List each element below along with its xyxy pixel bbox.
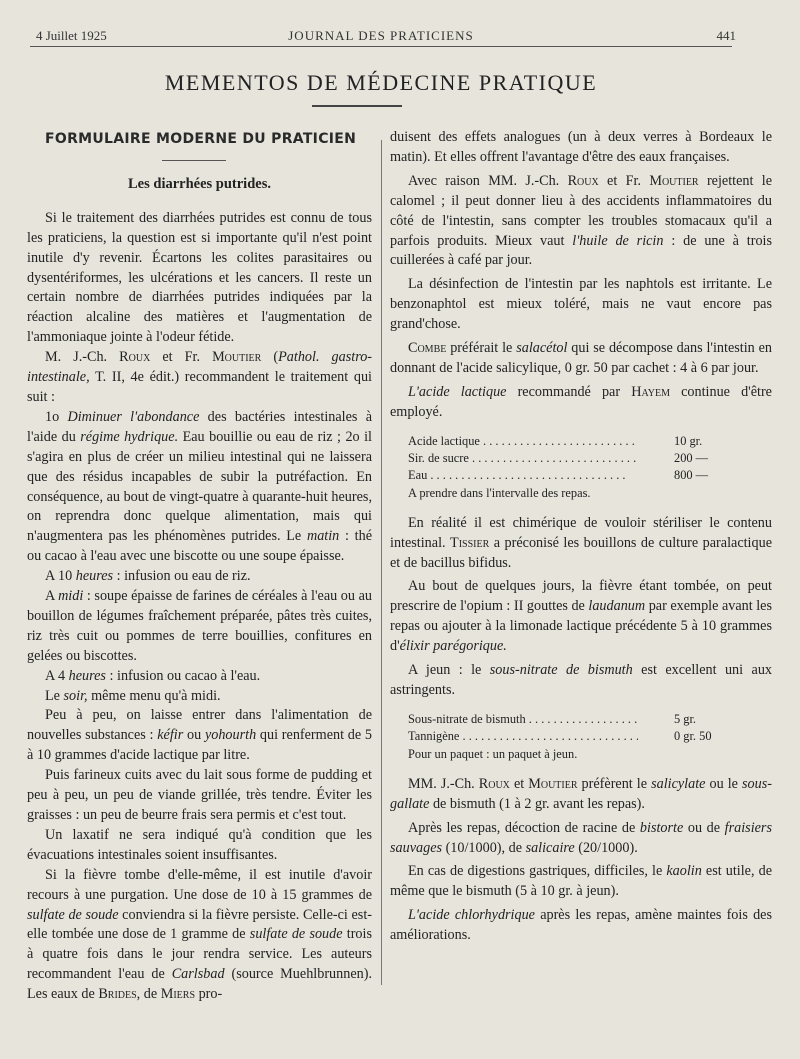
paragraph: Un laxatif ne sera indiqué qu'à condition que les évacuations intestinales soient insuffisantes. (27, 826, 372, 863)
formula-row: Eau . . . 800 — (408, 467, 772, 484)
paragraph: En cas de digestions gastriques, difficiles, le kaolin est utile, de même que le bismuth (5 à 10 gr. à jeun). (390, 863, 772, 900)
paragraph: MM. J.-Ch. Roux et Moutier préfèrent le salicylate ou le sous-gallate de bismuth (1 à 2 gr. avant les repas). (390, 775, 772, 812)
paragraph: A jeun : le sous-nitrate de bismuth est excellent uni aux astringents. (390, 662, 773, 698)
paragraph: L'acide lactique recommandé par Hayem continue d'être employé. (390, 383, 772, 420)
paragraph: M. J.-Ch. Roux et Fr. Moutier (Pathol. gastro-intestinale, T. II, 4e édit.) recommandent le traitement qui suit : (27, 349, 373, 405)
title-rule (312, 105, 402, 107)
paragraph: Combe préférait le salacétol qui se décompose dans l'intestin en donnant de l'acide salicylique, 0 gr. 50 par cachet : 4 à 6 par jour. (390, 340, 772, 376)
paragraph: Le soir, même menu qu'à midi. (45, 687, 221, 704)
paragraph: duisent des effets analogues (un à deux verres à Bordeaux le matin). Et elles offrent l'avantage d'être des eaux françaises. (390, 129, 772, 165)
paragraph: 1o Diminuer l'abondance des bactéries intestinales à l'aide du régime hydrique. Eau bouillie ou eau de riz ; 2o il s'agira en plus de créer un milieu intestinal qui ne laissera que des résidus incapables de subir la putréfaction. En conséquence, au bout de vingt-quatre à quarante-huit heures, on reprendra donc quelque alimentation, mais qui n'augmentera pas les phénomènes putrides. Le matin : thé ou cacao à l'eau avec une biscotte ou une soupe épaisse. (27, 408, 373, 565)
paragraph: A midi : soupe épaisse de farines de céréales à l'eau ou au bouillon de légumes fraîchement préparée, pâtes très cuites, riz très cuit ou pommes de terre bouillies, confitures en gelées ou biscottes. (27, 588, 372, 664)
page-title: MEMENTOS DE MÉDECINE PRATIQUE (164, 70, 598, 95)
formula-note: A prendre dans l'intervalle des repas. (408, 485, 591, 500)
right-column (390, 128, 772, 946)
formula-lactic (408, 433, 772, 502)
paragraph: La désinfection de l'intestin par les naphtols est irritante. Le benzonaphtol est mieux toléré, mais ne vaut encore pas grand'chose. (390, 276, 772, 333)
header-rule (30, 46, 732, 47)
paragraph: Avec raison MM. J.-Ch. Roux et Fr. Moutier rejettent le calomel ; il peut donner lieu à des accidents inflammatoires du côté de l'intestin, sans compter les troubles stomacaux qu'il a parfois produits. Mieux vaut l'huile de ricin : de une à trois cuillerées à café par jour. (390, 172, 773, 269)
issue-date: 4 Juillet 1925 (36, 28, 107, 43)
paragraph: Après les repas, décoction de racine de bistorte ou de fraisiers sauvages (10/1000), de salicaire (20/1000). (390, 819, 772, 856)
paragraph: Au bout de quelques jours, la fièvre étant tombée, on peut prescrire de l'opium : II gouttes de laudanum par exemple avant les repas ou ajouter à la limonade lactique précédente 5 à 10 grammes d'élixir parégorique. (390, 578, 772, 655)
formula-bismuth (408, 711, 772, 763)
paragraph: L'acide chlorhydrique après les repas, amène maintes fois des améliorations. (390, 907, 772, 944)
paragraph: Si la fièvre tombe d'elle-même, il est inutile d'avoir recours à une purgation. Une dose de 10 à 15 grammes de sulfate de soude conviendra si la fièvre persiste. Celle-ci est-elle tombée une dose de 1 gramme de sulfate de soude trois à quatre fois dans le jour rendra service. Les auteurs recommandent l'eau de Carlsbad (source Muehlbrunnen). Les eaux de Brides, de Miers pro- (27, 866, 372, 1003)
section-title: FORMULAIRE MODERNE DU PRATICIEN (45, 131, 357, 147)
page-number: 441 (716, 28, 736, 43)
formula-row: Tannigène . . . 0 gr. 50 (408, 728, 772, 745)
running-header (30, 28, 736, 48)
paragraph: A 10 heures : infusion ou eau de riz. (45, 568, 251, 585)
section-rule (162, 160, 226, 161)
paragraph: Peu à peu, on laisse entrer dans l'alimentation de nouvelles substances : kéfir ou yohourth qui renferment de 5 à 10 grammes d'acide lactique par litre. (27, 707, 373, 764)
left-column (27, 128, 372, 1005)
article-subtitle: Les diarrhées putrides. (128, 175, 271, 192)
formula-row: Sir. de sucre . . . 200 — (408, 450, 772, 467)
paragraph: Si le traitement des diarrhées putrides est connu de tous les praticiens, la question est si importante qu'il n'est point inutile d'y revenir. Écartons les colites parasitaires ou dysentériformes, les ulcérations et les cancers. Il reste un certain nombre de diarrhées putrides indiquées par la réaction alcaline des matières et l'augmentation de l'ammoniaque jointe à l'odeur fétide. (27, 209, 372, 346)
paragraph: A 4 heures : infusion ou cacao à l'eau. (45, 667, 261, 684)
formula-row: Acide lactique . . . 10 gr. (408, 433, 772, 450)
paragraph: Puis farineux cuits avec du lait sous forme de pudding et peu à peu, un peu de viande grillée, très tendre. Éviter les graisses : un peu de beurre frais sera permis et c'est tout. (27, 767, 372, 823)
formula-row: Sous-nitrate de bismuth . . . 5 gr. (408, 711, 772, 728)
paragraph: En réalité il est chimérique de vouloir stériliser le contenu intestinal. Tissier a préconisé les bouillons de culture paralactique et de bacillus bifidus. (390, 514, 772, 571)
formula-note: Pour un paquet : un paquet à jeun. (408, 746, 578, 761)
column-divider (381, 140, 382, 985)
journal-name: JOURNAL DES PRATICIENS (288, 28, 474, 43)
